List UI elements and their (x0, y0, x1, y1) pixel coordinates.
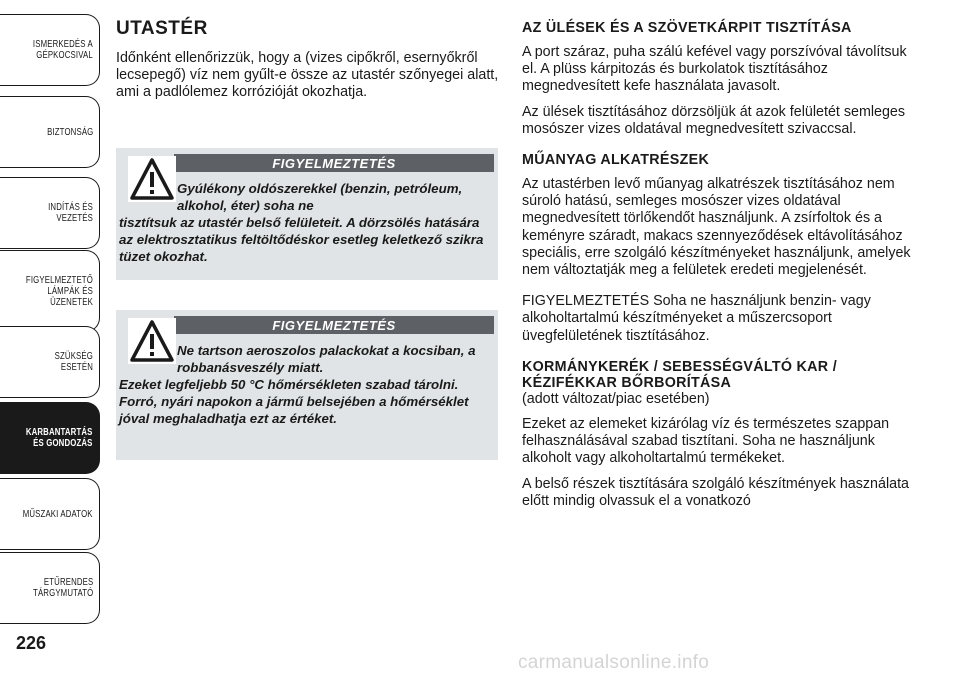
section-note: (adott változat/piac esetében) (522, 390, 710, 407)
paragraph: FIGYELMEZTETÉS Soha ne használjunk benzin- vagy alkoholtartalmú készítményeket a műszercsoport üvegfelületének tisztításához. (522, 293, 871, 344)
left-column (116, 18, 500, 101)
section-heading-ulesek: AZ ÜLÉSEK ÉS A SZÖVETKÁRPIT TISZTÍTÁSA (522, 20, 852, 36)
warning-rest: tisztítsuk az utastér belső felületeit. A dörzsölés hatására az elektrosztatikus feltöltődéskor esetleg keletkező szikra tüzet okozhat. (119, 215, 484, 264)
warning-rest: Ezeket legfeljebb 50 °C hőmérsékleten szabad tárolni. Forró, nyári napokon a jármű belsejében a hőmérséklet jóval meghaladhatja ezt az értéket. (119, 377, 469, 426)
tab-label: FIGYELMEZTETŐ LÁMPÁK ÉS ÜZENETEK (25, 274, 93, 308)
tab-label: SZÜKSÉG ESETÉN (54, 351, 93, 373)
section-heading-bororitas: KORMÁNYKERÉK / SEBESSÉGVÁLTÓ KAR / KÉZIFÉKKAR BŐRBORÍTÁSA (522, 358, 837, 391)
right-column (522, 20, 912, 510)
tab-label: ETŰRENDES TÁRGYMUTATÓ (32, 577, 93, 599)
warning-lead: Gyúlékony oldószerekkel (benzin, petróleum, alkohol, éter) soha ne (177, 181, 463, 213)
tab-muszaki-adatok[interactable] (0, 478, 100, 550)
warning-lead: Ne tartson aeroszolos palackokat a kocsiban, a robbanásveszély miatt. (177, 343, 476, 375)
section-heading-utaster: UTASTÉR (116, 18, 208, 39)
paragraph: Ezeket az elemeket kizárólag víz és természetes szappan felhasználásával szabad tisztítani. Soha ne használjunk alkoholt vagy alkoholtartalmú termékeket. (522, 416, 890, 467)
tab-ismerkedes[interactable] (0, 14, 100, 86)
intro-paragraph: Időnként ellenőrizzük, hogy a (vizes cipőkről, esernyőkről lecsepegő) víz nem gyűlt-e össze az utastér szőnyegei alatt, ami a padlólemez korrózióját okozhatja. (116, 50, 499, 100)
warning-box-solvents (116, 148, 498, 280)
paragraph: Az utastérben levő műanyag alkatrészek tisztításához nem súroló hatású, semleges mosószer vizes oldatával megnedvesített törlőkendőt használjunk. A zsírfoltok és a keményre száradt, makacs szennyeződések eltávolításához speciális, erre szolgáló készítményeket használjunk, amelyek nem változtatják meg a felületek eredeti megjelenését. (522, 176, 911, 279)
warning-text (119, 180, 492, 265)
tab-szukseg-eseten[interactable] (0, 326, 100, 398)
chapter-tabs (0, 0, 100, 678)
warning-title: FIGYELMEZTETÉS (174, 154, 494, 172)
watermark: carmanualsonline.info (518, 652, 710, 673)
warning-text (119, 342, 492, 427)
tab-label: ISMERKEDÉS A GÉPKOCSIVAL (33, 39, 93, 61)
warning-title: FIGYELMEZTETÉS (174, 316, 494, 334)
tab-targymutato[interactable] (0, 552, 100, 624)
tab-label: INDÍTÁS ÉS VEZETÉS (48, 202, 93, 224)
tab-inditas-es-vezetes[interactable] (0, 177, 100, 249)
section-heading-muanyag: MŰANYAG ALKATRÉSZEK (522, 152, 710, 169)
page-number: 226 (16, 633, 47, 653)
tab-label: BIZTONSÁG (46, 126, 93, 138)
tab-figyelmezteto-lampak[interactable] (0, 250, 100, 332)
paragraph: Az ülések tisztításához dörzsöljük át azok felületét semleges mosószer vizes oldatával megnedvesített szivaccsal. (522, 103, 906, 137)
tab-karbantartas-es-gondozas[interactable] (0, 402, 100, 474)
paragraph: A port száraz, puha szálú kefével vagy porszívóval távolítsuk el. A plüss kárpitozás és burkolatok tisztításához megnedvesített kefe használata javasolt. (522, 44, 907, 95)
warning-box-aerosol (116, 310, 498, 460)
tab-label: KARBANTARTÁS ÉS GONDOZÁS (26, 427, 93, 449)
paragraph: A belső részek tisztítására szolgáló készítmények használata előtt mindig olvassuk el a vonatkozó (522, 475, 910, 509)
tab-label: MŰSZAKI ADATOK (23, 508, 93, 520)
tab-biztonsag[interactable] (0, 96, 100, 168)
